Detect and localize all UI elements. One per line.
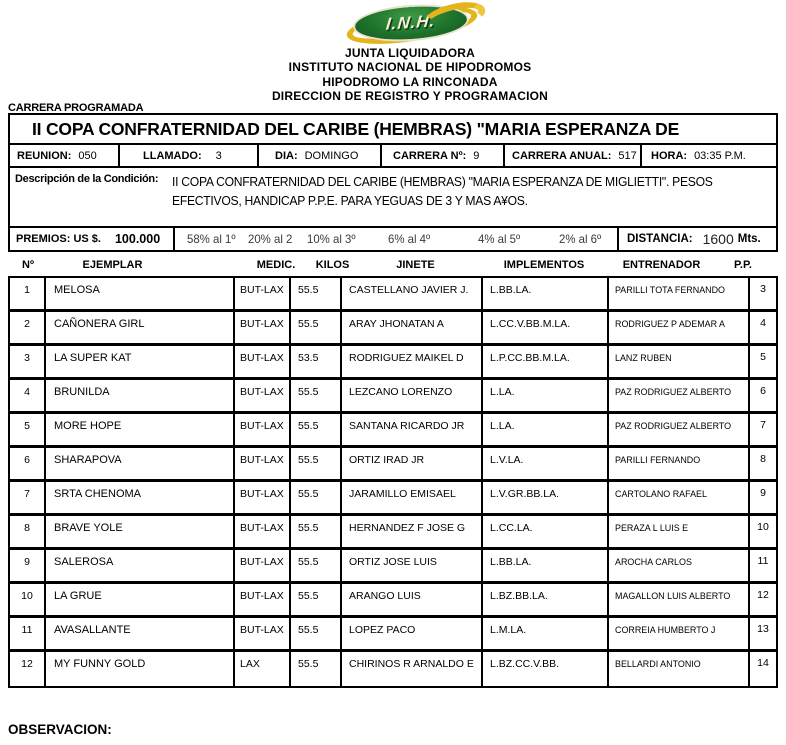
info-cell xyxy=(642,145,776,166)
entrenador-text: PAZ RODRIGUEZ ALBERTO xyxy=(615,421,732,432)
cell-medic: BUT-LAX xyxy=(235,516,291,547)
cell-pp: 3 xyxy=(760,283,766,295)
cell-medic: BUT-LAX xyxy=(235,312,291,343)
org-line: HIPODROMO LA RINCONADA xyxy=(322,74,498,89)
cell-implementos: L.V.LA. xyxy=(483,448,609,479)
split-item: 10% al 3º xyxy=(306,232,356,246)
info-value: 03:35 P.M. xyxy=(694,149,746,162)
cell-n: 11 xyxy=(10,618,46,649)
table-row xyxy=(10,618,776,652)
info-value: DOMINGO xyxy=(304,149,359,162)
cell-ejemplar: CAÑONERA GIRL xyxy=(46,312,235,343)
distancia-value: 1600 xyxy=(702,231,734,247)
cell-jinete: ARANGO LUIS xyxy=(342,584,483,615)
cell-n: 9 xyxy=(10,550,46,581)
entrenador-text: PAZ RODRIGUEZ ALBERTO xyxy=(615,387,732,398)
cell-entrenador xyxy=(609,550,750,581)
cell-pp: 7 xyxy=(760,419,766,431)
info-label: LLAMADO: xyxy=(143,149,202,162)
cell-pp: 9 xyxy=(760,487,766,499)
cell-entrenador xyxy=(609,584,750,615)
cell-kilos: 55.5 xyxy=(291,652,342,686)
table-row xyxy=(10,380,776,414)
cell-jinete: SANTANA RICARDO JR xyxy=(342,414,483,445)
table-row xyxy=(10,312,776,346)
info-cell xyxy=(259,145,382,166)
cell-kilos: 55.5 xyxy=(291,516,342,547)
cell-pp: 5 xyxy=(760,351,766,363)
split-item: 20% al 2 xyxy=(248,232,293,246)
entrenador-text: LANZ RUBEN xyxy=(615,353,672,364)
cell-jinete: CHIRINOS R ARNALDO E xyxy=(342,652,483,686)
cell-kilos: 55.5 xyxy=(291,414,342,445)
race-title: II COPA CONFRATERNIDAD DEL CARIBE (HEMBRAS) "MARIA ESPERANZA DE xyxy=(32,118,680,139)
cell-jinete: RODRIGUEZ MAIKEL D xyxy=(342,346,483,377)
cell-ejemplar: SHARAPOVA xyxy=(46,448,235,479)
cell-kilos: 55.5 xyxy=(291,448,342,479)
header-cell: EJEMPLAR xyxy=(82,259,143,271)
info-row xyxy=(10,145,776,168)
cell-implementos: L.BZ.BB.LA. xyxy=(483,584,609,615)
race-header-box xyxy=(8,113,778,252)
cell-ejemplar: SRTA CHENOMA xyxy=(46,482,235,513)
cell-n: 4 xyxy=(10,380,46,411)
cell-n: 7 xyxy=(10,482,46,513)
info-label: CARRERA ANUAL: xyxy=(512,149,612,162)
cell-jinete: ARAY JHONATAN A xyxy=(342,312,483,343)
premios-label: PREMIOS: US $. xyxy=(16,233,101,245)
cell-ejemplar: SALEROSA xyxy=(46,550,235,581)
info-cell xyxy=(382,145,505,166)
entrenador-text: BELLARDI ANTONIO xyxy=(615,659,701,670)
info-cell xyxy=(505,145,642,166)
cell-medic: BUT-LAX xyxy=(235,380,291,411)
cell-jinete: ORTIZ IRAD JR xyxy=(342,448,483,479)
header-cell: JINETE xyxy=(396,259,435,271)
cell-entrenador xyxy=(609,380,750,411)
info-label: REUNION: xyxy=(17,149,72,162)
header-cell: KILOS xyxy=(315,259,350,271)
table-row xyxy=(10,516,776,550)
cell-entrenador xyxy=(609,482,750,513)
info-value: 3 xyxy=(215,149,222,162)
table-row xyxy=(10,550,776,584)
table-row xyxy=(10,652,776,686)
info-cell xyxy=(10,145,120,166)
cell-jinete: JARAMILLO EMISAEL xyxy=(342,482,483,513)
cell-jinete: LEZCANO LORENZO xyxy=(342,380,483,411)
entrenador-text: MAGALLON LUIS ALBERTO xyxy=(615,591,731,602)
cell-implementos: L.V.GR.BB.LA. xyxy=(483,482,609,513)
cell-entrenador xyxy=(609,618,750,649)
entrenador-text: PERAZA L LUIS E xyxy=(615,523,689,534)
cell-medic: BUT-LAX xyxy=(235,584,291,615)
cell-pp: 8 xyxy=(760,453,766,465)
table-header xyxy=(8,254,778,276)
cell-medic: BUT-LAX xyxy=(235,618,291,649)
cell-jinete: ORTIZ JOSE LUIS xyxy=(342,550,483,581)
cell-n: 1 xyxy=(10,278,46,309)
table-row xyxy=(10,414,776,448)
cell-pp: 12 xyxy=(757,589,769,601)
cell-medic: LAX xyxy=(235,652,291,686)
cell-kilos: 53.5 xyxy=(291,346,342,377)
cell-kilos: 55.5 xyxy=(291,618,342,649)
cell-entrenador xyxy=(609,448,750,479)
cell-kilos: 55.5 xyxy=(291,312,342,343)
entrenador-text: CORREIA HUMBERTO J xyxy=(615,625,716,636)
table-row xyxy=(10,584,776,618)
cell-implementos: L.LA. xyxy=(483,380,609,411)
entrenador-text: PARILLI TOTA FERNANDO xyxy=(615,285,726,296)
cell-implementos: L.LA. xyxy=(483,414,609,445)
table-row xyxy=(10,278,776,312)
header-cell: Nº xyxy=(22,259,34,271)
entries-table xyxy=(8,276,778,688)
cell-implementos: L.BZ.CC.V.BB. xyxy=(483,652,609,686)
cell-entrenador xyxy=(609,414,750,445)
condition-row xyxy=(10,168,776,228)
cell-n: 8 xyxy=(10,516,46,547)
cell-jinete: CASTELLANO JAVIER J. xyxy=(342,278,483,309)
premios-section xyxy=(10,228,175,250)
cell-ejemplar: LA GRUE xyxy=(46,584,235,615)
premios-value: 100.000 xyxy=(114,232,161,246)
cell-entrenador xyxy=(609,278,750,309)
cell-medic: BUT-LAX xyxy=(235,448,291,479)
distancia-section xyxy=(619,228,776,250)
cell-ejemplar: AVASALLANTE xyxy=(46,618,235,649)
cell-implementos: L.CC.V.BB.M.LA. xyxy=(483,312,609,343)
info-value: 9 xyxy=(473,149,480,162)
cell-implementos: L.CC.LA. xyxy=(483,516,609,547)
entrenador-text: PARILLI FERNANDO xyxy=(615,455,701,466)
org-line: JUNTA LIQUIDADORA xyxy=(344,46,476,60)
cell-ejemplar: MELOSA xyxy=(46,278,235,309)
premios-row xyxy=(10,228,776,250)
cell-pp: 11 xyxy=(757,555,769,567)
cell-n: 12 xyxy=(10,652,46,686)
cell-medic: BUT-LAX xyxy=(235,550,291,581)
cell-n: 6 xyxy=(10,448,46,479)
table-row xyxy=(10,448,776,482)
split-item: 6% al 4º xyxy=(387,232,431,246)
cell-kilos: 55.5 xyxy=(291,380,342,411)
cell-implementos: L.M.LA. xyxy=(483,618,609,649)
condition-text: II COPA CONFRATERNIDAD DEL CARIBE (HEMBRAS) "MARIA ESPERANZA DE MIGLIETTI". PESOS EFECTIVOS, HANDICAP P.P.E. PARA YEGUAS DE 3 Y MAS A¥OS. xyxy=(172,174,713,208)
cell-medic: BUT-LAX xyxy=(235,346,291,377)
cell-implementos: L.BB.LA. xyxy=(483,278,609,309)
cell-pp: 4 xyxy=(760,317,766,329)
cell-kilos: 55.5 xyxy=(291,482,342,513)
cell-ejemplar: MY FUNNY GOLD xyxy=(46,652,235,686)
cell-implementos: L.BB.LA. xyxy=(483,550,609,581)
info-label: DIA: xyxy=(275,149,298,162)
cell-entrenador xyxy=(609,346,750,377)
cell-kilos: 55.5 xyxy=(291,550,342,581)
cell-ejemplar: MORE HOPE xyxy=(46,414,235,445)
program-label: CARRERA PROGRAMADA xyxy=(8,102,144,114)
header-cell: P.P. xyxy=(734,259,752,271)
table-row xyxy=(10,482,776,516)
observacion-label: OBSERVACION: xyxy=(8,722,112,737)
info-value: 050 xyxy=(78,149,97,162)
cell-jinete: HERNANDEZ F JOSE G xyxy=(342,516,483,547)
cell-medic: BUT-LAX xyxy=(235,414,291,445)
entrenador-text: CARTOLANO RAFAEL xyxy=(615,489,707,500)
cell-pp: 6 xyxy=(760,385,766,397)
cell-kilos: 55.5 xyxy=(291,278,342,309)
condition-label: Descripción de la Condición: xyxy=(15,173,159,185)
org-header xyxy=(34,46,786,104)
cell-n: 2 xyxy=(10,312,46,343)
cell-implementos: L.P.CC.BB.M.LA. xyxy=(483,346,609,377)
entrenador-text: RODRIGUEZ P ADEMAR A xyxy=(615,319,725,330)
split-item: 4% al 5º xyxy=(478,232,521,246)
cell-entrenador xyxy=(609,312,750,343)
org-line: INSTITUTO NACIONAL DE HIPODROMOS xyxy=(288,60,532,75)
cell-medic: BUT-LAX xyxy=(235,278,291,309)
cell-entrenador xyxy=(609,652,750,686)
cell-pp: 14 xyxy=(757,657,769,669)
split-item: 58% al 1º xyxy=(187,232,236,246)
premios-splits xyxy=(175,228,619,250)
cell-ejemplar: LA SUPER KAT xyxy=(46,346,235,377)
info-label: CARRERA Nº: xyxy=(393,149,467,162)
cell-entrenador xyxy=(609,516,750,547)
cell-pp: 13 xyxy=(757,623,769,635)
cell-ejemplar: BRUNILDA xyxy=(46,380,235,411)
header-cell: IMPLEMENTOS xyxy=(503,259,585,271)
table-row xyxy=(10,346,776,380)
header-cell: ENTRENADOR xyxy=(622,259,701,271)
entrenador-text: AROCHA CARLOS xyxy=(615,557,692,568)
distancia-unit: Mts. xyxy=(737,233,761,245)
info-cell xyxy=(120,145,259,166)
info-value: 517 xyxy=(618,149,637,162)
cell-medic: BUT-LAX xyxy=(235,482,291,513)
title-row xyxy=(10,115,776,145)
logo-text: I.N.H. xyxy=(385,11,437,34)
header-cell: MEDIC. xyxy=(256,259,296,271)
distancia-label: DISTANCIA: xyxy=(627,233,693,245)
cell-n: 3 xyxy=(10,346,46,377)
cell-ejemplar: BRAVE YOLE xyxy=(46,516,235,547)
cell-pp: 10 xyxy=(757,521,769,533)
cell-n: 10 xyxy=(10,584,46,615)
inh-logo xyxy=(344,2,484,46)
cell-kilos: 55.5 xyxy=(291,584,342,615)
info-label: HORA: xyxy=(651,149,688,162)
cell-n: 5 xyxy=(10,414,46,445)
split-item: 2% al 6º xyxy=(558,232,601,246)
org-line: DIRECCION DE REGISTRO Y PROGRAMACION xyxy=(271,89,549,104)
cell-jinete: LOPEZ PACO xyxy=(342,618,483,649)
